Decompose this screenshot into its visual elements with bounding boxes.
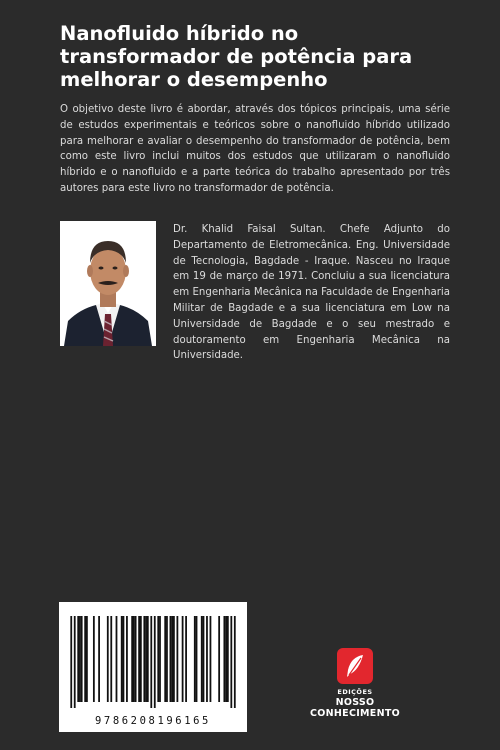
barcode-bar [131,616,133,702]
barcode-bar [98,616,100,702]
barcode-bar [218,616,220,702]
barcode-bar [133,616,135,702]
barcode-bar [206,616,208,702]
barcode-bar [182,616,184,702]
barcode-bar [225,616,227,702]
barcode-bar [138,616,140,702]
publisher-logo [337,648,373,684]
barcode-bar [140,616,142,702]
barcode [59,602,247,732]
barcode-bar [107,616,109,702]
barcode-bar [147,616,149,702]
barcode-bar [230,616,232,708]
barcode-bar [196,616,198,702]
barcode-bar [171,616,173,702]
barcode-bar [86,616,88,702]
barcode-bar [145,616,147,702]
barcode-bar [74,616,76,708]
barcode-bar [123,616,125,702]
barcode-bar [154,616,156,708]
barcode-bar [201,616,203,702]
barcode-bar [164,616,166,702]
barcode-bar [110,616,112,702]
barcode-bars [59,602,247,714]
barcode-bar [150,616,152,708]
barcode-bar [159,616,161,702]
barcode-bar [81,616,83,702]
book-title: Nanofluido híbrido no transformador de potência para melhorar o desempenho [60,22,413,91]
barcode-bar [116,616,118,702]
barcode-bar [93,616,95,702]
barcode-bar [79,616,81,702]
barcode-bar [173,616,175,702]
barcode-bar [203,616,205,702]
author-photo [60,221,156,346]
publisher-line1: EDIÇÕES [337,688,373,696]
barcode-bar [126,616,128,702]
publisher-mark [290,648,420,719]
barcode-bar [70,616,72,708]
barcode-bar [84,616,86,702]
barcode-bar [166,616,168,702]
author-portrait-icon [60,221,156,346]
barcode-bar [143,616,145,702]
barcode-bar [77,616,79,702]
barcode-bar [176,616,178,702]
barcode-bar [234,616,236,708]
author-bio: Dr. Khalid Faisal Sultan. Chefe Adjunto do Departamento de Eletromecânica. Eng. Universidade de Tecnologia, Bagdade - Iraque. Nasceu no Iraque em 19 de março de 1971. Concluiu a sua licenciatura em Engenharia Mecânica na Faculdade de Engenharia Militar de Bagdade e a sua licenciatura em Low na Universidade de Bagdade e o seu mestrado e doutoramento em Engenharia Mecânica na Universidade. [173,224,450,362]
barcode-bar [227,616,229,702]
book-description: O objetivo deste livro é abordar, através dos tópicos principais, uma série de estudos experimentais e teóricos sobre o nanofluido híbrido utilizado para melhorar e avaliar o desempenho do transformador de potência, bem como este livro inclui muitos dos estudos que utilizaram o nanofluido híbrido e o nanofluido e a parte teórica do trabalho apresentado por três autores para este livro no transformador de potência. [60,104,450,194]
barcode-bar [135,616,137,702]
barcode-bar [185,616,187,702]
barcode-bar [121,616,123,702]
isbn-number: 9786208196165 [95,715,211,727]
quill-feather-icon [337,648,373,684]
publisher-name: NOSSO CONHECIMENTO [310,697,400,719]
barcode-bar [223,616,225,702]
barcode-bar [157,616,159,702]
barcode-bar [170,616,172,702]
barcode-bar [194,616,196,702]
barcode-bar [210,616,212,702]
